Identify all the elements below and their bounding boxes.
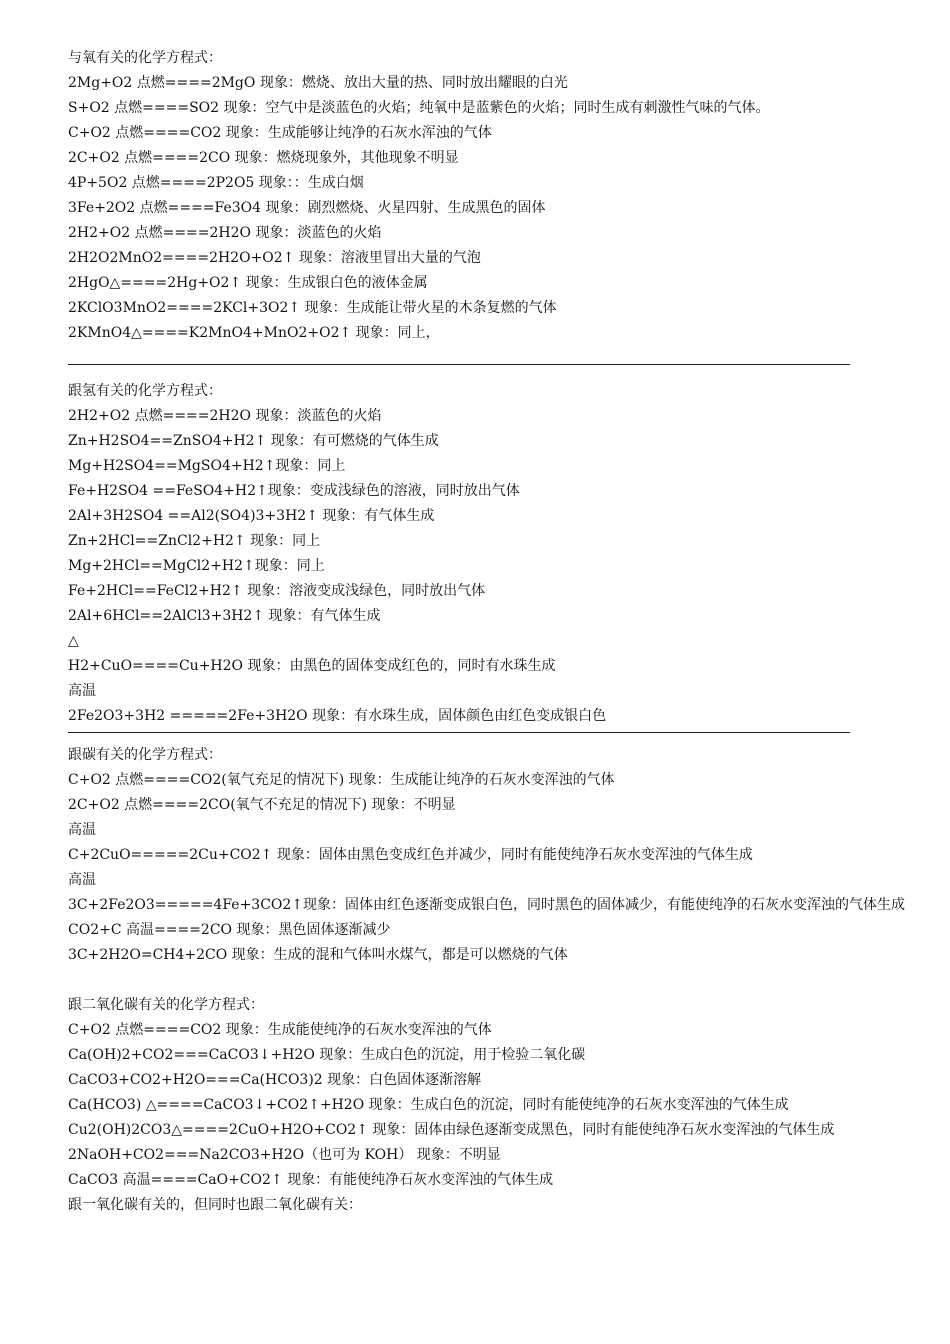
equation-line: CaCO3 高温====CaO+CO2↑ 现象：有能使纯净石灰水变浑浊的气体生成 (68, 1172, 554, 1188)
condition-mark: △ (68, 633, 79, 649)
equation-line: Fe+2HCl==FeCl2+H2↑ 现象：溶液变成浅绿色，同时放出气体 (68, 583, 486, 599)
condition-mark: 高温 (68, 872, 96, 888)
equation-line: CO2+C 高温====2CO 现象：黑色固体逐渐减少 (68, 922, 391, 938)
equation-line: Ca(HCO3) △====CaCO3↓+CO2↑+H2O 现象：生成白色的沉淀，同时有能使纯净的石灰水变浑浊的气体生成 (68, 1097, 789, 1113)
section-divider (68, 364, 850, 365)
condition-mark: 高温 (68, 683, 96, 699)
equation-line: 3C+2Fe2O3=====4Fe+3CO2↑现象：固体由红色逐渐变成银白色，同时黑色的固体减少，有能使纯净的石灰水变浑浊的气体生成 (68, 897, 906, 913)
equation-line: 2KMnO4△====K2MnO4+MnO2+O2↑ 现象：同上， (68, 325, 440, 341)
equation-line: 2C+O2 点燃====2CO(氧气不充足的情况下) 现象：不明显 (68, 797, 456, 813)
equation-line: Mg+2HCl==MgCl2+H2↑现象：同上 (68, 558, 325, 574)
document-page (68, 46, 918, 1218)
blank-line (68, 346, 918, 371)
equation-line: 2H2+O2 点燃====2H2O 现象：淡蓝色的火焰 (68, 408, 382, 424)
hydrogen-section (68, 379, 918, 729)
condition-mark: 高温 (68, 822, 96, 838)
equation-line: 2H2+O2 点燃====2H2O 现象：淡蓝色的火焰 (68, 225, 382, 241)
carbon-section (68, 743, 918, 968)
equation-line: C+O2 点燃====CO2(氧气充足的情况下) 现象：生成能让纯净的石灰水变浑浊的气体 (68, 772, 615, 788)
equation-line: 2KClO3MnO2====2KCl+3O2↑ 现象：生成能让带火星的木条复燃的气体 (68, 300, 557, 316)
equation-line: 2H2O2MnO2====2H2O+O2↑ 现象：溶液里冒出大量的气泡 (68, 250, 481, 266)
carbon-dioxide-section (68, 993, 918, 1193)
equation-line: C+2CuO=====2Cu+CO2↑ 现象：固体由黑色变成红色并减少，同时有能使纯净石灰水变浑浊的气体生成 (68, 847, 753, 863)
equation-line: CaCO3+CO2+H2O===Ca(HCO3)2 现象：白色固体逐渐溶解 (68, 1072, 482, 1088)
oxygen-section (68, 46, 918, 346)
section-heading-carbon: 跟碳有关的化学方程式： (68, 747, 222, 763)
equation-line: 2Al+3H2SO4 ==Al2(SO4)3+3H2↑ 现象：有气体生成 (68, 508, 435, 524)
equation-line: Zn+2HCl==ZnCl2+H2↑ 现象：同上 (68, 533, 321, 549)
equation-line: C+O2 点燃====CO2 现象：生成能使纯净的石灰水变浑浊的气体 (68, 1022, 492, 1038)
equation-line: 2C+O2 点燃====2CO 现象：燃烧现象外，其他现象不明显 (68, 150, 459, 166)
equation-line: 3Fe+2O2 点燃====Fe3O4 现象：剧烈燃烧、火星四射、生成黑色的固体 (68, 200, 546, 216)
section-heading-carbon-dioxide: 跟二氧化碳有关的化学方程式： (68, 997, 264, 1013)
equation-line: 2Al+6HCl==2AlCl3+3H2↑ 现象：有气体生成 (68, 608, 381, 624)
equation-line: Mg+H2SO4==MgSO4+H2↑现象：同上 (68, 458, 346, 474)
equation-line: Cu2(OH)2CO3△====2CuO+H2O+CO2↑ 现象：固体由绿色逐渐变成黑色，同时有能使纯净石灰水变浑浊的气体生成 (68, 1122, 835, 1138)
section-heading-oxygen: 与氧有关的化学方程式： (68, 50, 222, 66)
carbon-monoxide-section (68, 1193, 918, 1218)
equation-line: 2HgO△====2Hg+O2↑ 现象：生成银白色的液体金属 (68, 275, 428, 291)
blank-line (68, 968, 918, 993)
equation-line: Zn+H2SO4==ZnSO4+H2↑ 现象：有可燃烧的气体生成 (68, 433, 439, 449)
equation-line: Ca(OH)2+CO2===CaCO3↓+H2O 现象：生成白色的沉淀，用于检验二氧化碳 (68, 1047, 586, 1063)
section-divider (68, 732, 850, 733)
equation-line: 4P+5O2 点燃====2P2O5 现象：：生成白烟 (68, 175, 364, 191)
equation-line: 3C+2H2O=CH4+2CO 现象：生成的混和气体叫水煤气，都是可以燃烧的气体 (68, 947, 568, 963)
equation-line: C+O2 点燃====CO2 现象：生成能够让纯净的石灰水浑浊的气体 (68, 125, 492, 141)
equation-line: 2NaOH+CO2===Na2CO3+H2O（也可为 KOH） 现象：不明显 (68, 1147, 501, 1163)
equation-line: Fe+H2SO4 ==FeSO4+H2↑现象：变成浅绿色的溶液，同时放出气体 (68, 483, 520, 499)
equation-line: S+O2 点燃====SO2 现象：空气中是淡蓝色的火焰；纯氧中是蓝紫色的火焰；同时生成有刺激性气味的气体。 (68, 100, 770, 116)
equation-line: 2Mg+O2 点燃====2MgO 现象：燃烧、放出大量的热、同时放出耀眼的白光 (68, 75, 568, 91)
equation-line: H2+CuO====Cu+H2O 现象：由黑色的固体变成红色的，同时有水珠生成 (68, 658, 556, 674)
section-heading-carbon-monoxide: 跟一氧化碳有关的，但同时也跟二氧化碳有关： (68, 1197, 362, 1213)
equation-line: 2Fe2O3+3H2 =====2Fe+3H2O 现象：有水珠生成，固体颜色由红色变成银白色 (68, 708, 607, 724)
section-heading-hydrogen: 跟氢有关的化学方程式： (68, 383, 222, 399)
